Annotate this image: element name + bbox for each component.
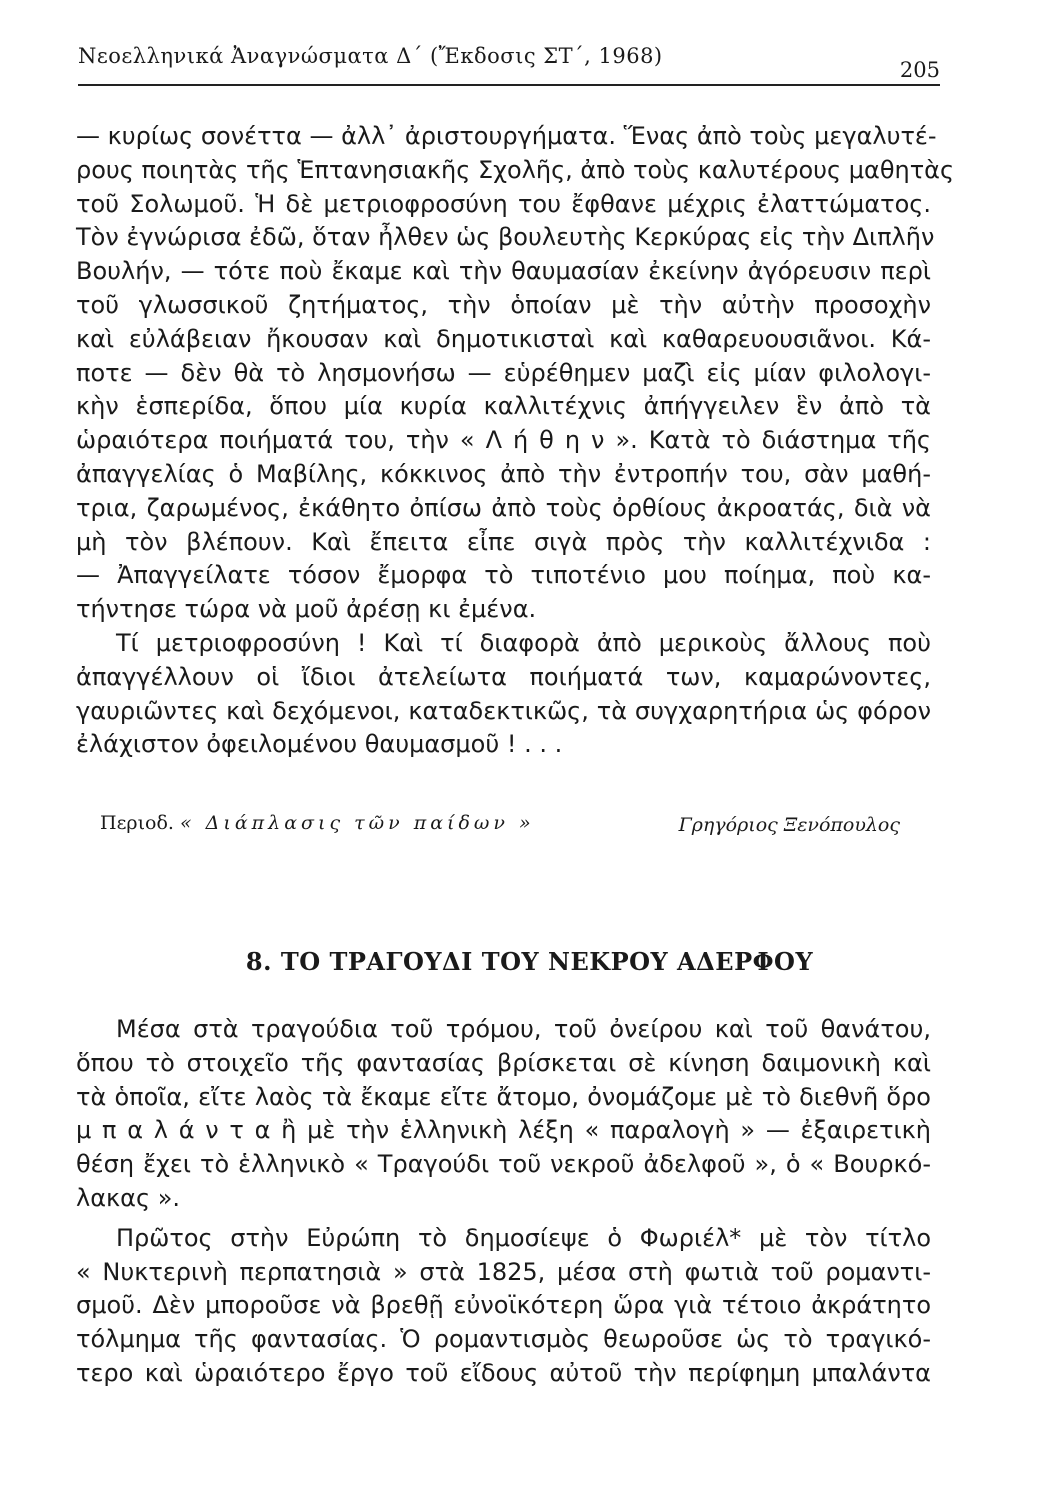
section-line: ὅπου τὸ στοιχεῖο τῆς φαντασίας βρίσκεται σὲ κίνηση δαιμονικὴ καὶ	[76, 1048, 931, 1077]
running-title: Νεοελληνικά Ἀναγνώσματα Δ΄ (Ἔκδοσις ΣΤ΄, 1968)	[78, 44, 663, 68]
excerpt-line: — κυρίως σονέττα — ἀλλ᾽ ἀριστουργήματα. Ἕνας ἀπὸ τοὺς μεγαλυτέ-	[76, 122, 937, 150]
excerpt-line: Βουλήν, — τότε ποὺ ἔκαμε καὶ τὴν θαυμασίαν ἐκείνην ἀγόρευσιν περὶ	[76, 257, 931, 286]
excerpt-line: ἀπαγγέλλουν οἱ ἴδιοι ἀτελείωτα ποιήματά των, καμαρώνοντες,	[76, 662, 931, 691]
section-line: Μέσα στὰ τραγούδια τοῦ τρόμου, τοῦ ὀνείρου καὶ τοῦ θανάτου,	[116, 1015, 931, 1043]
excerpt-line: τοῦ γλωσσικοῦ ζητήματος, τὴν ὁποίαν μὲ τὴν αὐτὴν προσοχὴν	[76, 290, 931, 319]
page-number: 205	[899, 58, 940, 82]
section-line: λακας ».	[76, 1183, 181, 1212]
section-line: τόλμημα τῆς φαντασίας. Ὁ ρομαντισμὸς θεωροῦσε ὡς τὸ τραγικό-	[76, 1325, 931, 1354]
source-periodical	[100, 812, 535, 834]
excerpt-line: ὡραιότερα ποιήματά του, τὴν « Λ ή θ η ν ». Κατὰ τὸ διάστημα τῆς	[76, 426, 931, 455]
source-attribution	[100, 812, 900, 842]
source-prefix: Περιοδ.	[100, 812, 174, 834]
section-heading: 8. ΤΟ ΤΡΑΓΟΥΔΙ ΤΟΥ ΝΕΚΡΟΥ ΑΔΕΡΦΟΥ	[245, 947, 814, 976]
section-line: τερο καὶ ὡραιότερο ἔργο τοῦ εἴδους αὐτοῦ τὴν περίφημη μπαλάντα	[76, 1358, 931, 1387]
section-line: θέση ἔχει τὸ ἑλληνικὸ « Τραγούδι τοῦ νεκροῦ ἀδελφοῦ », ὁ « Βουρκό-	[76, 1150, 931, 1179]
section-line: Πρῶτος στὴν Εὐρώπη τὸ δημοσίεψε ὁ Φωριέλ* μὲ τὸν τίτλο	[116, 1223, 931, 1252]
section-line: σμοῦ. Δὲν μποροῦσε νὰ βρεθῇ εὐνοϊκότερη ὥρα γιὰ τέτοιο ἀκράτητο	[76, 1291, 931, 1320]
excerpt-line: τοῦ Σολωμοῦ. Ἡ δὲ μετριοφροσύνη του ἔφθανε μέχρις ἐλαττώματος.	[76, 189, 931, 218]
section-line: « Νυκτερινὴ περπατησιὰ » στὰ 1825, μέσα στὴ φωτιὰ τοῦ ρομαντι-	[76, 1257, 931, 1286]
running-header	[78, 40, 940, 86]
excerpt-line: Τὸν ἐγνώρισα ἐδῶ, ὅταν ἦλθεν ὡς βουλευτὴς Κερκύρας εἰς τὴν Διπλῆν	[76, 223, 935, 252]
section-text	[76, 1013, 931, 1391]
excerpt-line: τρια, ζαρωμένος, ἐκάθητο ὀπίσω ἀπὸ τοὺς ὀρθίους ἀκροατάς, διὰ νὰ	[76, 493, 931, 522]
excerpt-line: γαυριῶντες καὶ δεχόμενοι, καταδεκτικῶς, τὰ συγχαρητήρια ὡς φόρον	[76, 696, 931, 725]
section-line: μ π α λ ά ν τ α ἢ μὲ τὴν ἑλληνικὴ λέξη « παραλογὴ » — ἐξαιρετικὴ	[76, 1116, 931, 1145]
section-line: τὰ ὁποῖα, εἴτε λαὸς τὰ ἔκαμε εἴτε ἄτομο, ὀνομάζομε μὲ τὸ διεθνῆ ὅρο	[76, 1082, 931, 1111]
excerpt-line: κὴν ἑσπερίδα, ὅπου μία κυρία καλλιτέχνις ἀπήγγειλεν ἓν ἀπὸ τὰ	[76, 392, 931, 421]
author-name: Γρηγόριος Ξενόπουλος	[678, 814, 900, 836]
excerpt-line: ἀπαγγελίας ὁ Μαβίλης, κόκκινος ἀπὸ τὴν ἐντροπήν του, σὰν μαθή-	[76, 459, 931, 488]
excerpt-line: — Ἀπαγγείλατε τόσον ἔμορφα τὸ τιποτένιο μου ποίημα, ποὺ κα-	[76, 561, 931, 590]
source-title: « Διάπλασις τῶν παίδων »	[180, 812, 535, 834]
excerpt-line: Τί μετριοφροσύνη ! Καὶ τί διαφορὰ ἀπὸ μερικοὺς ἄλλους ποὺ	[116, 628, 931, 657]
excerpt-line: καὶ εὐλάβειαν ἤκουσαν καὶ δημοτικισταὶ καὶ καθαρευουσιᾶνοι. Κά-	[76, 324, 931, 353]
excerpt-line: ἐλάχιστον ὀφειλομένου θαυμασμοῦ ! . . .	[76, 730, 563, 759]
excerpt-line: τήντησε τώρα νὰ μοῦ ἀρέσῃ κι ἐμένα.	[76, 595, 537, 624]
excerpt-line: μὴ τὸν βλέπουν. Καὶ ἔπειτα εἶπε σιγὰ πρὸς τὴν καλλιτέχνιδα :	[76, 527, 931, 556]
excerpt-line: ρους ποιητὰς τῆς Ἑπτανησιακῆς Σχολῆς, ἀπὸ τοὺς καλυτέρους μαθητὰς	[76, 155, 955, 184]
excerpt-text	[76, 120, 955, 762]
excerpt-line: ποτε — δὲν θὰ τὸ λησμονήσω — εὑρέθημεν μαζὶ εἰς μίαν φιλολογι-	[76, 358, 931, 387]
